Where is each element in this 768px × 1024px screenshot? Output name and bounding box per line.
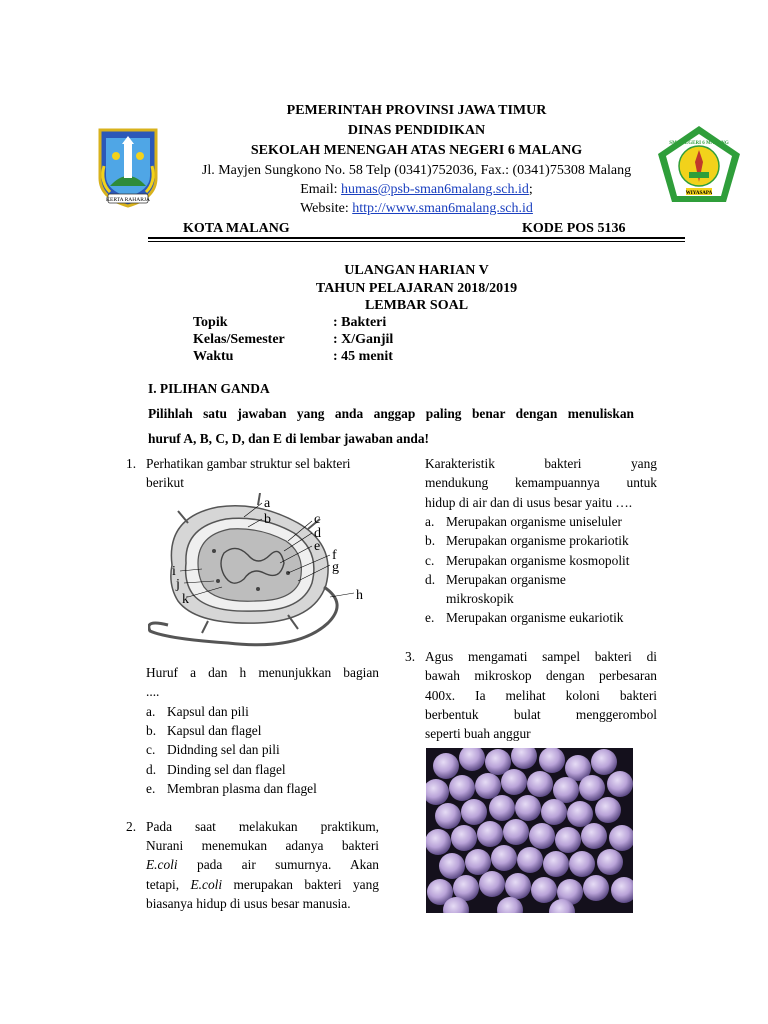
diagram-label-b: b bbox=[264, 512, 271, 527]
q2-cont-2: mendukung kemampuannya untuk bbox=[425, 475, 657, 490]
svg-text:KERTA RAHARJA: KERTA RAHARJA bbox=[106, 197, 150, 203]
svg-text:SMA NEGERI 6 MALANG: SMA NEGERI 6 MALANG bbox=[669, 141, 729, 146]
info-key: Kelas/Semester bbox=[193, 332, 285, 347]
q1-option-a[interactable] bbox=[146, 702, 249, 721]
q1-text-2: berikut bbox=[146, 475, 184, 490]
info-value: : 45 menit bbox=[333, 349, 393, 364]
ecoli-italic: E.coli bbox=[146, 857, 178, 872]
q2-text-3 bbox=[146, 855, 379, 874]
coccus-cell bbox=[579, 775, 605, 801]
website-label: Website: bbox=[300, 201, 353, 216]
coccus-cell bbox=[449, 775, 475, 801]
coccus-cell bbox=[515, 795, 541, 821]
exam-year: TAHUN PELAJARAN 2018/2019 bbox=[315, 281, 518, 296]
q2-cont-3: hidup di air dan di usus besar yaitu …. bbox=[425, 495, 633, 510]
section-instruction-1: Pilihlah satu jawaban yang anda anggap paling benar dengan menuliskan bbox=[148, 406, 634, 421]
option-text: Dinding sel dan flagel bbox=[167, 762, 286, 777]
q3-text-4: berbentuk bulat menggerombol bbox=[425, 707, 657, 722]
coccus-cell bbox=[595, 797, 621, 823]
info-key: Waktu bbox=[193, 349, 234, 364]
q2-option-d-cont bbox=[425, 589, 514, 608]
option-text: Merupakan organisme uniseluler bbox=[446, 514, 623, 529]
website-link[interactable]: http://www.sman6malang.sch.id bbox=[352, 201, 533, 216]
coccus-cell bbox=[583, 875, 609, 901]
coccus-cell bbox=[531, 877, 557, 903]
q3-text-3: 400x. Ia melihat koloni bakteri bbox=[425, 688, 657, 703]
option-text: Membran plasma dan flagel bbox=[167, 781, 317, 796]
coccus-cell bbox=[489, 795, 515, 821]
coccus-cell bbox=[607, 771, 633, 797]
exam-title: ULANGAN HARIAN V bbox=[344, 263, 489, 278]
q2-option-d[interactable] bbox=[425, 570, 566, 589]
diagram-label-a: a bbox=[264, 496, 271, 511]
coccus-cell bbox=[517, 847, 543, 873]
option-text: Merupakan organisme bbox=[446, 572, 566, 587]
svg-text:WIYASAPA: WIYASAPA bbox=[685, 191, 713, 196]
diagram-label-i: i bbox=[172, 564, 176, 579]
option-text: mikroskopik bbox=[446, 591, 514, 606]
bacteria-structure-diagram bbox=[148, 493, 378, 655]
option-letter: a. bbox=[146, 704, 156, 719]
q2-option-c[interactable] bbox=[425, 551, 629, 570]
info-value: : X/Ganjil bbox=[333, 332, 394, 347]
coccus-cell bbox=[541, 799, 567, 825]
coccus-cell bbox=[581, 823, 607, 849]
coccus-cell bbox=[461, 799, 487, 825]
diagram-label-e: e bbox=[314, 539, 321, 554]
q3-text-5: seperti buah anggur bbox=[425, 726, 531, 741]
info-key: Topik bbox=[193, 315, 228, 330]
coccus-cell bbox=[477, 821, 503, 847]
coccus-cell bbox=[505, 873, 531, 899]
coccus-cell bbox=[553, 777, 579, 803]
coccus-cell bbox=[426, 829, 451, 855]
option-text: Merupakan organisme prokariotik bbox=[446, 533, 629, 548]
q1-option-b[interactable] bbox=[146, 721, 261, 740]
diagram-label-h: h bbox=[356, 588, 363, 603]
question-number: 1. bbox=[126, 456, 137, 471]
coccus-cell bbox=[465, 849, 491, 875]
option-letter: a. bbox=[425, 514, 435, 529]
coccus-cell bbox=[567, 801, 593, 827]
option-letter: d. bbox=[146, 762, 157, 777]
header-city: KOTA MALANG bbox=[183, 221, 290, 236]
coccus-cell bbox=[591, 749, 617, 775]
q2-text-4 bbox=[146, 875, 379, 894]
q1-question-1: Huruf a dan h menunjukkan bagian bbox=[146, 665, 379, 680]
email-label: Email: bbox=[300, 182, 342, 197]
exam-sheet-title: LEMBAR SOAL bbox=[364, 298, 469, 313]
coccus-cell bbox=[527, 771, 553, 797]
header-email-row bbox=[148, 180, 685, 199]
q2-text-5: biasanya hidup di usus besar manusia. bbox=[146, 896, 351, 911]
ecoli-italic: E.coli bbox=[190, 877, 223, 892]
q2-option-a[interactable] bbox=[425, 512, 622, 531]
q1-text-1: Perhatikan gambar struktur sel bakteri bbox=[146, 456, 351, 471]
coccus-cell bbox=[569, 851, 595, 877]
option-text: Merupakan organisme kosmopolit bbox=[446, 553, 630, 568]
section-instruction-2: huruf A, B, C, D, dan E di lembar jawaban anda! bbox=[148, 431, 430, 446]
header-school-name: SEKOLAH MENENGAH ATAS NEGERI 6 MALANG bbox=[250, 143, 583, 158]
coccus-cell bbox=[555, 827, 581, 853]
header-rule-thin bbox=[148, 241, 685, 242]
header-rule-thick bbox=[148, 237, 685, 239]
header-government: PEMERINTAH PROVINSI JAWA TIMUR bbox=[286, 103, 547, 118]
option-text: Merupakan organisme eukariotik bbox=[446, 610, 624, 625]
header-website-row bbox=[148, 199, 685, 218]
coccus-cell bbox=[529, 823, 555, 849]
q2-cont-1: Karakteristik bakteri yang bbox=[425, 456, 657, 471]
coccus-cell bbox=[475, 773, 501, 799]
section-heading: I. PILIHAN GANDA bbox=[148, 381, 270, 396]
diagram-label-d: d bbox=[314, 526, 321, 541]
q1-option-c[interactable] bbox=[146, 740, 280, 759]
option-text: Kapsul dan pili bbox=[167, 704, 249, 719]
coccus-cell bbox=[479, 871, 505, 897]
diagram-label-j: j bbox=[176, 577, 180, 592]
q2-text-3-rest: pada air sumurnya. Akan bbox=[177, 857, 379, 872]
q2-text-1: Pada saat melakukan praktikum, bbox=[146, 819, 379, 834]
option-text: Kapsul dan flagel bbox=[167, 723, 262, 738]
q2-text-4-rest: merupakan bakteri yang bbox=[222, 877, 379, 892]
question-number: 3. bbox=[405, 649, 416, 664]
coccus-cell bbox=[451, 825, 477, 851]
q2-text-4-pre: tetapi, bbox=[146, 877, 191, 892]
email-link[interactable]: humas@psb-sman6malang.sch.id bbox=[341, 182, 529, 197]
q3-text-2: bawah mikroskop dengan perbesaran bbox=[425, 668, 657, 683]
q2-text-2: Nurani menemukan adanya bakteri bbox=[146, 838, 379, 853]
info-value: : Bakteri bbox=[333, 315, 387, 330]
diagram-label-c: c bbox=[314, 512, 321, 527]
q3-text-1: Agus mengamati sampel bakteri di bbox=[425, 649, 657, 664]
q2-option-b[interactable] bbox=[425, 531, 629, 550]
diagram-label-f: f bbox=[332, 548, 337, 563]
coccus-cell bbox=[597, 849, 623, 875]
coccus-cell bbox=[491, 845, 517, 871]
header-agency: DINAS PENDIDIKAN bbox=[347, 123, 486, 138]
option-letter: e. bbox=[425, 610, 435, 625]
q2-option-e[interactable] bbox=[425, 608, 624, 627]
coccus-cell bbox=[539, 748, 565, 773]
option-letter: b. bbox=[425, 533, 436, 548]
option-text: Didnding sel dan pili bbox=[167, 742, 280, 757]
coccus-cell bbox=[501, 769, 527, 795]
q1-option-d[interactable] bbox=[146, 760, 286, 779]
q1-question-2: .... bbox=[146, 684, 160, 699]
coccus-cell bbox=[543, 851, 569, 877]
coccus-cell bbox=[435, 803, 461, 829]
diagram-label-g: g bbox=[332, 560, 339, 575]
email-suffix: ; bbox=[528, 182, 533, 197]
header-postal: KODE POS 5136 bbox=[522, 221, 626, 236]
coccus-cell bbox=[433, 753, 459, 779]
coccus-cell bbox=[503, 819, 529, 845]
option-letter: d. bbox=[425, 572, 436, 587]
header-address: Jl. Mayjen Sungkono No. 58 Telp (0341)752036, Fax.: (0341)75308 Malang bbox=[201, 163, 632, 178]
question-number: 2. bbox=[126, 819, 137, 834]
option-letter: c. bbox=[146, 742, 156, 757]
option-letter: b. bbox=[146, 723, 157, 738]
option-letter: e. bbox=[146, 781, 156, 796]
q1-option-e[interactable] bbox=[146, 779, 317, 798]
diagram-label-k: k bbox=[182, 592, 189, 607]
coccus-cell bbox=[439, 853, 465, 879]
staphylococcus-micrograph bbox=[426, 748, 633, 913]
option-letter: c. bbox=[425, 553, 435, 568]
